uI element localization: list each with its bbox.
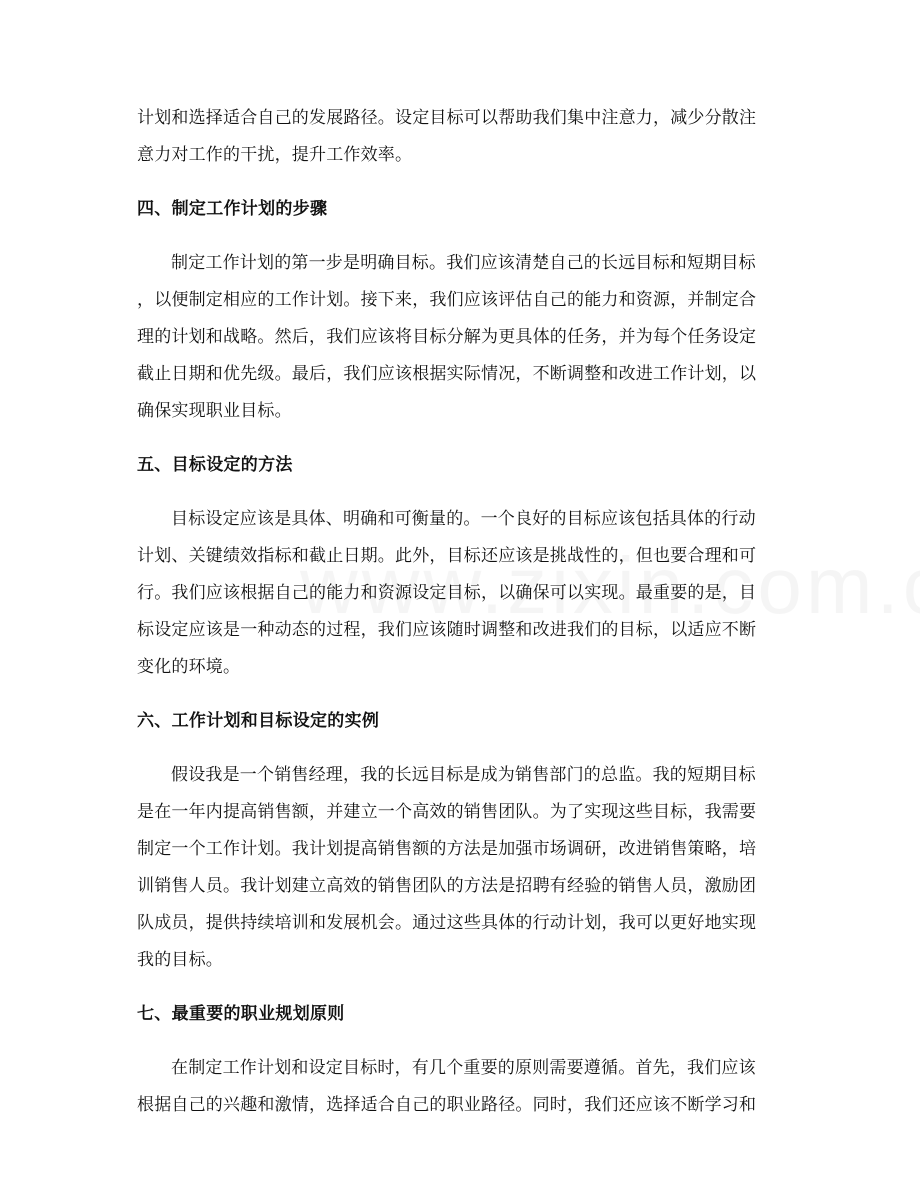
paragraph-line: 计划和选择适合自己的发展路径。设定目标可以帮助我们集中注意力，减少分散注 [137, 108, 757, 128]
paragraph-line: 制定工作计划的第一步是明确目标。我们应该清楚自己的长远目标和短期目标 [171, 253, 756, 273]
section-heading-5: 五、目标设定的方法 [137, 455, 293, 475]
paragraph-line: 计划、关键绩效指标和截止日期。此外，目标还应该是挑战性的，但也要合理和可 [137, 546, 757, 566]
section-6-paragraph [137, 757, 787, 979]
section-heading-4: 四、制定工作计划的步骤 [137, 199, 328, 219]
paragraph-line: 是在一年内提高销售额，并建立一个高效的销售团队。为了实现这些目标，我需要 [137, 802, 757, 822]
paragraph-line: 理的计划和战略。然后，我们应该将目标分解为更具体的任务，并为每个任务设定 [137, 327, 757, 347]
paragraph-line: 训销售人员。我计划建立高效的销售团队的方法是招聘有经验的销售人员，激励团 [137, 876, 757, 896]
section-5-paragraph [137, 501, 787, 686]
document-body [137, 100, 787, 1124]
intro-paragraph [137, 100, 787, 174]
paragraph-line: ，以便制定相应的工作计划。接下来，我们应该评估自己的能力和资源，并制定合 [137, 290, 757, 310]
paragraph-line: 队成员，提供持续培训和发展机会。通过这些具体的行动计划，我可以更好地实现 [137, 913, 757, 933]
paragraph-line: 变化的环境。 [137, 657, 241, 677]
section-heading-6: 六、工作计划和目标设定的实例 [137, 711, 380, 731]
paragraph-line: 制定一个工作计划。我计划提高销售额的方法是加强市场调研，改进销售策略，培 [137, 839, 757, 859]
paragraph-line: 标设定应该是一种动态的过程，我们应该随时调整和改进我们的目标，以适应不断 [137, 620, 757, 640]
paragraph-line: 在制定工作计划和设定目标时，有几个重要的原则需要遵循。首先，我们应该 [171, 1058, 756, 1078]
section-7-paragraph [137, 1050, 787, 1124]
section-4-paragraph [137, 245, 787, 430]
paragraph-line: 我的目标。 [137, 950, 223, 970]
paragraph-line: 行。我们应该根据自己的能力和资源设定目标，以确保可以实现。最重要的是，目 [137, 583, 757, 603]
paragraph-line: 目标设定应该是具体、明确和可衡量的。一个良好的目标应该包括具体的行动 [171, 509, 756, 529]
paragraph-line: 意力对工作的干扰，提升工作效率。 [137, 145, 413, 165]
paragraph-line: 根据自己的兴趣和激情，选择适合自己的职业路径。同时，我们还应该不断学习和 [137, 1095, 757, 1115]
paragraph-line: 假设我是一个销售经理，我的长远目标是成为销售部门的总监。我的短期目标 [171, 765, 756, 785]
paragraph-line: 确保实现职业目标。 [137, 401, 292, 421]
section-heading-7: 七、最重要的职业规划原则 [137, 1004, 345, 1024]
paragraph-line: 截止日期和优先级。最后，我们应该根据实际情况，不断调整和改进工作计划，以 [137, 364, 757, 384]
